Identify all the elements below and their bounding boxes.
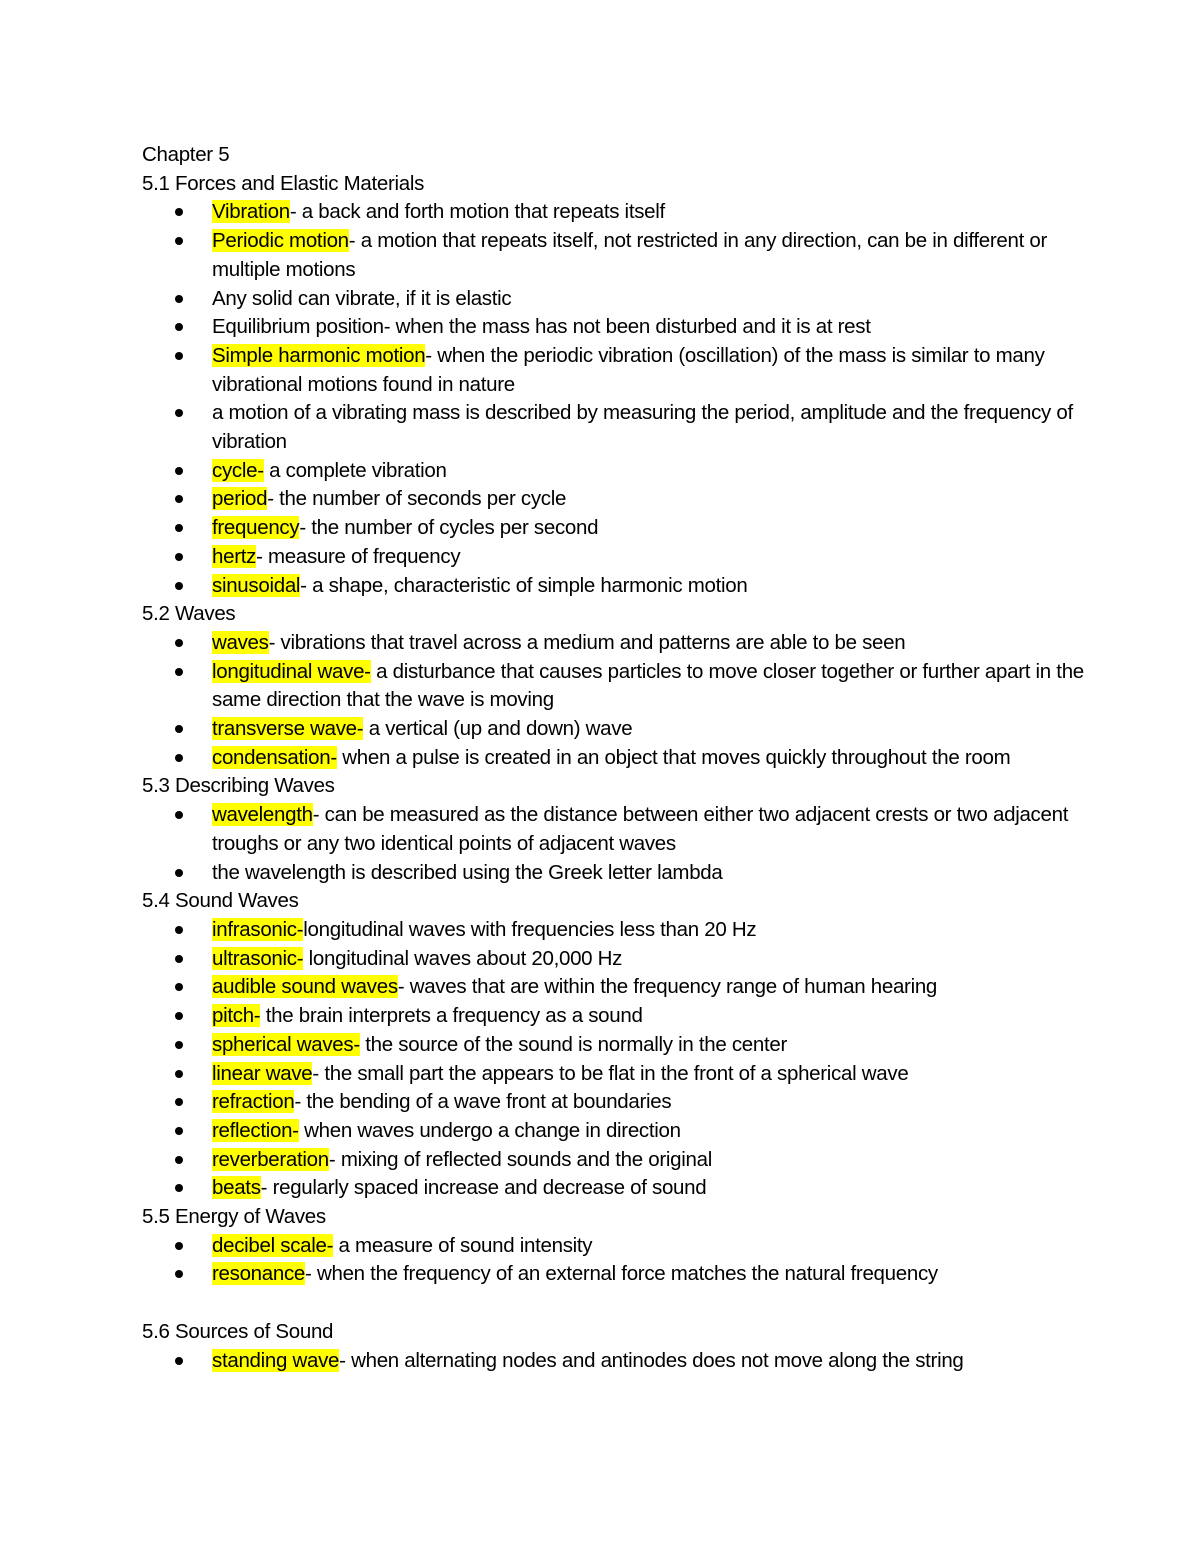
list-item: [142, 514, 1102, 543]
list-item: [142, 1347, 1102, 1376]
bullet-icon: [175, 1012, 183, 1020]
highlighted-term: period: [212, 487, 268, 511]
list-item: [142, 485, 1102, 514]
definition-text: - the number of cycles per second: [299, 516, 599, 540]
highlighted-term: ultrasonic-: [212, 946, 304, 970]
bullet-icon: [175, 754, 183, 762]
highlighted-term: wavelength: [212, 803, 313, 827]
bullet-icon: [175, 1270, 183, 1278]
bullet-icon: [175, 983, 183, 991]
bullet-icon: [175, 1127, 183, 1135]
highlighted-term: cycle-: [212, 458, 264, 482]
list-item: [142, 313, 1102, 342]
definition-text: - a back and forth motion that repeats itself: [289, 200, 665, 224]
section-heading: 5.5 Energy of Waves: [142, 1205, 326, 1229]
bullet-icon: [175, 467, 183, 475]
bullet-icon: [175, 553, 183, 561]
definition-text: - mixing of reflected sounds and the original: [328, 1147, 712, 1171]
highlighted-term: linear wave: [212, 1061, 313, 1085]
list-item: [142, 1146, 1102, 1175]
definition-text: - vibrations that travel across a medium and patterns are able to be seen: [268, 630, 906, 654]
highlighted-term: frequency: [212, 516, 300, 540]
list-item: [142, 285, 1102, 314]
highlighted-term: audible sound waves: [212, 975, 398, 999]
bullet-list: [142, 1232, 1092, 1289]
bullet-list: [142, 1347, 1092, 1376]
highlighted-term: beats: [212, 1176, 261, 1200]
highlighted-term: transverse wave-: [212, 717, 364, 741]
list-item: [142, 973, 1102, 1002]
bullet-icon: [175, 323, 183, 331]
highlighted-term: refraction: [212, 1090, 295, 1114]
list-item: [142, 916, 1102, 945]
definition-text: - when the periodic vibration (oscillation) of the mass is similar to many vibrational motions found in nature: [212, 343, 1045, 396]
list-item: [142, 859, 1102, 888]
section-heading: 5.1 Forces and Elastic Materials: [142, 171, 425, 195]
definition-text: Equilibrium position- when the mass has not been disturbed and it is at rest: [212, 315, 871, 339]
bullet-icon: [175, 668, 183, 676]
definition-text: a complete vibration: [263, 458, 447, 482]
definition-text: the source of the sound is normally in the center: [359, 1032, 788, 1056]
definition-text: - when the frequency of an external force matches the natural frequency: [305, 1262, 938, 1286]
bullet-icon: [175, 237, 183, 245]
list-item: [142, 1174, 1102, 1203]
highlighted-term: reflection-: [212, 1118, 299, 1142]
document-page: [142, 141, 1092, 1375]
definition-text: - waves that are within the frequency range of human hearing: [397, 975, 938, 999]
list-item: [142, 1002, 1102, 1031]
definition-text: the brain interprets a frequency as a sound: [260, 1004, 643, 1028]
bullet-icon: [175, 811, 183, 819]
list-item: [142, 1117, 1102, 1146]
highlighted-term: condensation-: [212, 745, 337, 769]
list-item: [142, 715, 1102, 744]
sections-container: [142, 170, 1092, 1376]
bullet-icon: [175, 1242, 183, 1250]
definition-text: - when alternating nodes and antinodes does not move along the string: [339, 1348, 964, 1372]
section-heading: 5.2 Waves: [142, 602, 236, 626]
list-item: [142, 543, 1102, 572]
bullet-list: [142, 801, 1092, 887]
bullet-icon: [175, 955, 183, 963]
list-item: [142, 629, 1102, 658]
highlighted-term: standing wave: [212, 1348, 340, 1372]
highlighted-term: sinusoidal: [212, 573, 301, 597]
bullet-list: [142, 198, 1092, 600]
bullet-icon: [175, 1098, 183, 1106]
section-heading: 5.3 Describing Waves: [142, 774, 335, 798]
definition-text: a vertical (up and down) wave: [363, 717, 633, 741]
definition-text: the wavelength is described using the Greek letter lambda: [212, 860, 723, 884]
highlighted-term: Simple harmonic motion: [212, 343, 426, 367]
bullet-icon: [175, 352, 183, 360]
bullet-icon: [175, 639, 183, 647]
highlighted-term: decibel scale-: [212, 1233, 334, 1257]
bullet-icon: [175, 409, 183, 417]
list-item: [142, 1260, 1102, 1289]
definition-text: - can be measured as the distance between either two adjacent crests or two adjacent troughs or any two identical points of adjacent waves: [212, 803, 1069, 855]
bullet-icon: [175, 208, 183, 216]
definition-text: a measure of sound intensity: [333, 1233, 593, 1257]
highlighted-term: Vibration: [212, 200, 290, 224]
bullet-icon: [175, 1184, 183, 1192]
highlighted-term: longitudinal wave-: [212, 659, 371, 683]
list-item: [142, 801, 1102, 858]
list-item: [142, 1060, 1102, 1089]
list-item: [142, 457, 1102, 486]
definition-text: longitudinal waves with frequencies less than 20 Hz: [303, 917, 757, 941]
section-heading: 5.4 Sound Waves: [142, 889, 299, 913]
bullet-icon: [175, 869, 183, 877]
list-item: [142, 572, 1102, 601]
highlighted-term: infrasonic-: [212, 917, 304, 941]
list-item: [142, 399, 1102, 456]
list-item: [142, 1031, 1102, 1060]
list-item: [142, 198, 1102, 227]
list-item: [142, 1232, 1102, 1261]
list-item: [142, 227, 1102, 284]
bullet-icon: [175, 495, 183, 503]
definition-text: - regularly spaced increase and decrease of sound: [260, 1176, 707, 1200]
highlighted-term: pitch-: [212, 1004, 261, 1028]
definition-text: a motion of a vibrating mass is described by measuring the period, amplitude and the frequency of vibration: [212, 401, 1073, 454]
definition-text: when waves undergo a change in direction: [298, 1118, 681, 1142]
bullet-icon: [175, 1357, 183, 1365]
list-item: [142, 945, 1102, 974]
list-item: [142, 658, 1102, 715]
definition-text: longitudinal waves about 20,000 Hz: [303, 946, 623, 970]
bullet-icon: [175, 725, 183, 733]
highlighted-term: hertz: [212, 544, 257, 568]
bullet-list: [142, 916, 1092, 1203]
list-item: [142, 342, 1102, 399]
definition-text: - a motion that repeats itself, not restricted in any direction, can be in different or multiple motions: [212, 229, 1048, 281]
definition-text: Any solid can vibrate, if it is elastic: [212, 286, 512, 310]
highlighted-term: waves: [212, 630, 269, 654]
bullet-icon: [175, 582, 183, 590]
definition-text: - a shape, characteristic of simple harmonic motion: [300, 573, 748, 597]
bullet-list: [142, 629, 1092, 773]
document-title: Chapter 5: [142, 143, 230, 166]
highlighted-term: reverberation: [212, 1147, 329, 1171]
section-heading: 5.6 Sources of Sound: [142, 1319, 334, 1343]
bullet-icon: [175, 1070, 183, 1078]
list-item: [142, 1088, 1102, 1117]
definition-text: - the small part the appears to be flat in the front of a spherical wave: [312, 1061, 909, 1085]
highlighted-term: spherical waves-: [212, 1032, 360, 1056]
bullet-icon: [175, 926, 183, 934]
bullet-icon: [175, 295, 183, 303]
bullet-icon: [175, 524, 183, 532]
list-item: [142, 744, 1102, 773]
definition-text: - measure of frequency: [256, 544, 461, 568]
highlighted-term: resonance: [212, 1262, 306, 1286]
blank-line: [142, 1289, 1092, 1318]
definition-text: a disturbance that causes particles to move closer together or further apart in the same direction that the wave is moving: [212, 659, 1084, 712]
definition-text: - the number of seconds per cycle: [267, 487, 567, 511]
definition-text: - the bending of a wave front at boundaries: [294, 1090, 672, 1114]
bullet-icon: [175, 1156, 183, 1164]
bullet-icon: [175, 1041, 183, 1049]
highlighted-term: Periodic motion: [212, 229, 349, 253]
definition-text: when a pulse is created in an object that moves quickly throughout the room: [336, 745, 1011, 769]
